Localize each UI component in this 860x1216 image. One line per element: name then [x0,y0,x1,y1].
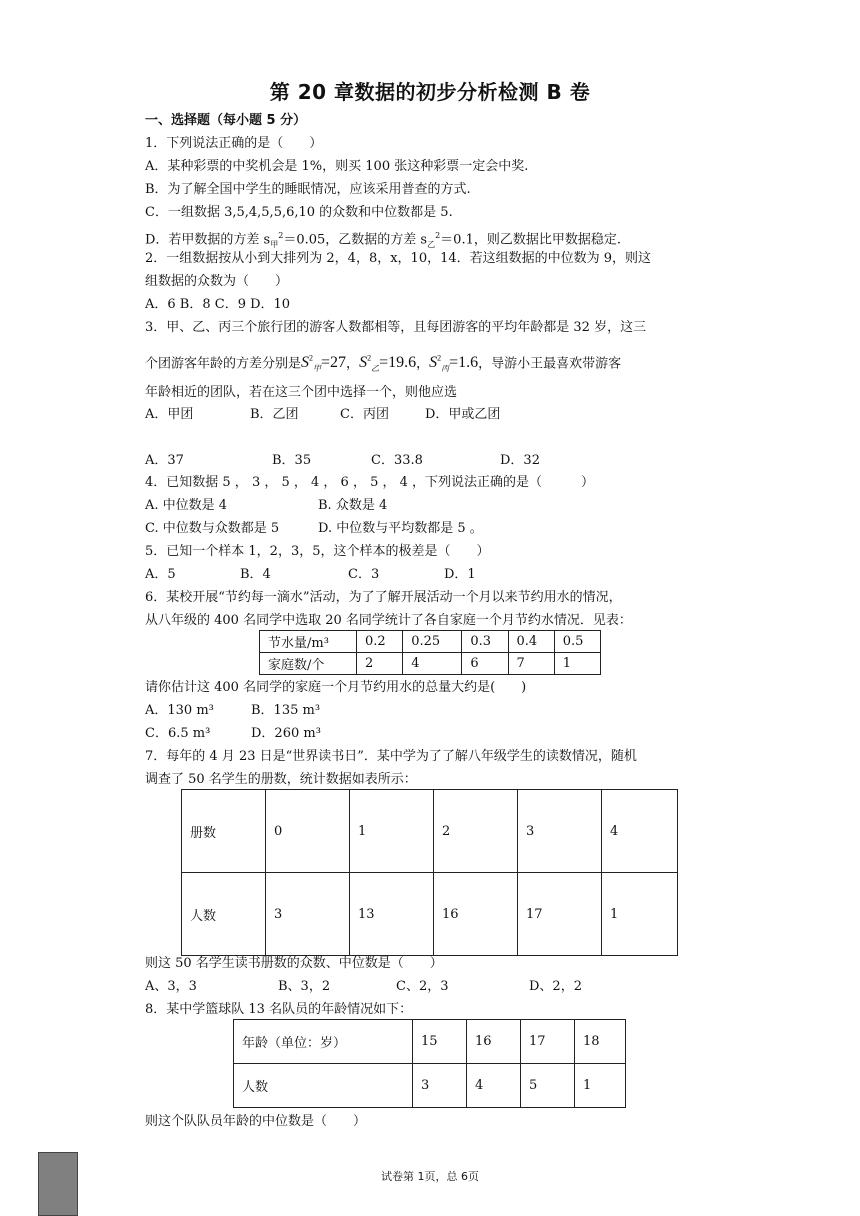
table-cell: 5 [521,1064,575,1108]
variance-formula-1: $S^2_甲=27$ [301,354,347,374]
q1-option-c: C．一组数据 3,5,4,5,5,6,10 的众数和中位数都是 5. [145,205,453,220]
q3-option-d: D．甲或乙团 [425,407,501,422]
q7-option-a: A、3，3 [145,979,197,994]
table-cell: 0.25 [403,631,462,653]
table-row [260,653,601,675]
extra-option-b: B．35 [272,453,312,468]
q6-question: 请你估计这 400 名同学的家庭一个月节约用水的总量大约是( ) [145,680,527,695]
q7-option-d: D、2，2 [529,979,582,994]
q2-stem-line2: 组数据的众数为（ ） [145,274,289,289]
q5-option-b: B．4 [240,567,271,582]
table-cell: 0.4 [508,631,554,653]
q6-option-c: C．6.5 m³ [145,726,211,741]
q5-option-c: C．3 [348,567,380,582]
table-row [260,631,601,653]
q5-stem: 5．已知一个样本 1，2，3，5，这个样本的极差是（ ） [145,544,490,559]
table-cell: 6 [462,653,508,675]
q6-stem-line1: 6．某校开展“节约每一滴水”活动，为了了解开展活动一个月以来节约用水的情况， [145,590,622,605]
table-cell: 13 [350,873,434,956]
extra-option-d: D．32 [500,453,540,468]
q3-option-a: A．甲团 [145,407,194,422]
q1-option-b: B．为了解全国中学生的睡眠情况，应该采用普查的方式. [145,182,471,197]
q6-stem-line2: 从八年级的 400 名同学中选取 20 名同学统计了各自家庭一个月节约水情况．见表： [145,613,632,628]
table-row [182,873,678,956]
q5-option-a: A．5 [145,567,176,582]
q2-options: A．6 B．8 C．9 D．10 [145,297,291,312]
table-cell: 1 [575,1064,626,1108]
q1-option-d: D．若甲数据的方差 $s_甲^2=0.05$，乙数据的方差 $s_乙^2=0.1$，则乙数据比甲数据稳定. [145,231,621,249]
q7-stem-line1: 7．每年的 4 月 23 日是“世界读书日”．某中学为了了解八年级学生的读数情况，随机 [145,749,637,764]
table-cell: 3 [266,873,350,956]
table-cell: 17 [518,873,602,956]
table-cell: 家庭数/个 [260,653,357,675]
water-saving-table [259,630,601,675]
table-cell: 1 [350,790,434,873]
q6-option-d: D．260 m³ [251,726,321,741]
table-cell: 节水量/m³ [260,631,357,653]
q6-option-b: B．135 m³ [251,703,321,718]
q1-option-a: A．某种彩票的中奖机会是 1%，则买 100 张这种彩票一定会中奖. [145,159,529,174]
variance-formula-2: $S^2_乙=19.6$ [359,354,417,374]
table-cell: 册数 [182,790,266,873]
q3-stem-line2: 个团游客年龄的方差分别是$S^2_甲=27$，$S^2_乙=19.6$，$S^2_丙=1.6$，导游小王最喜欢带游客 [145,354,622,374]
table-cell: 16 [467,1020,521,1064]
q7-option-b: B、3，2 [278,979,331,994]
table-cell: 3 [518,790,602,873]
table-cell: 年龄（单位：岁） [234,1020,413,1064]
q2-stem-line1: 2．一组数据按从小到大排列为 2，4，8，x，10，14．若这组数据的中位数为 9，则这 [145,251,652,266]
table-cell: 0.5 [554,631,600,653]
q7-option-c: C、2，3 [396,979,449,994]
extra-option-c: C．33.8 [371,453,423,468]
table-cell: 15 [413,1020,467,1064]
table-cell: 1 [602,873,678,956]
table-cell: 3 [413,1064,467,1108]
q3-stem-line1: 3．甲、乙、丙三个旅行团的游客人数都相等，且每团游客的平均年龄都是 32 岁，这三 [145,320,647,335]
q1-stem: 1．下列说法正确的是（ ） [145,136,323,151]
q3-stem-line3: 年龄相近的团队，若在这三个团中选择一个，则他应选 [145,385,458,400]
section-heading: 一、选择题（每小题 5 分） [145,113,307,128]
q4-option-d: D. 中位数与平均数都是 5 。 [318,521,483,536]
table-cell: 人数 [234,1064,413,1108]
table-cell: 18 [575,1020,626,1064]
q7-stem-line2: 调查了 50 名学生的册数，统计数据如表所示： [145,772,417,787]
table-cell: 1 [554,653,600,675]
extra-option-a: A．37 [145,453,184,468]
age-table [233,1019,626,1108]
q4-stem: 4．已知数据 5 ， 3 ， 5 ， 4 ， 6 ， 5 ， 4 ，下列说法正确的是（ ） [145,475,595,490]
q4-option-c: C. 中位数与众数都是 5 [145,521,280,536]
table-cell: 17 [521,1020,575,1064]
table-cell: 4 [602,790,678,873]
q8-question: 则这个队队员年龄的中位数是（ ） [145,1114,367,1129]
table-cell: 4 [403,653,462,675]
table-cell: 7 [508,653,554,675]
variance-formula-3: $S^2_丙=1.6$ [429,354,479,374]
table-cell: 2 [357,653,403,675]
q4-option-b: B. 众数是 4 [318,498,388,513]
q3-option-b: B．乙团 [250,407,299,422]
binding-margin-bar [38,1152,78,1216]
table-row [234,1020,626,1064]
q6-option-a: A．130 m³ [145,703,214,718]
table-cell: 4 [467,1064,521,1108]
q4-option-a: A. 中位数是 4 [145,498,228,513]
q5-option-d: D．1 [444,567,476,582]
table-cell: 0 [266,790,350,873]
table-row [234,1064,626,1108]
table-cell: 0.2 [357,631,403,653]
table-cell: 16 [434,873,518,956]
q8-stem: 8．某中学篮球队 13 名队员的年龄情况如下： [145,1002,413,1017]
page-title: 第 20 章数据的初步分析检测 B 卷 [269,80,591,104]
page-footer: 试卷第 1页，总 6页 [381,1170,479,1183]
table-cell: 2 [434,790,518,873]
table-cell: 人数 [182,873,266,956]
table-cell: 0.3 [462,631,508,653]
q7-question: 则这 50 名学生读书册数的众数、中位数是（ ） [145,956,443,971]
q3-option-c: C．丙团 [340,407,389,422]
table-row [182,790,678,873]
reading-table [181,789,678,956]
